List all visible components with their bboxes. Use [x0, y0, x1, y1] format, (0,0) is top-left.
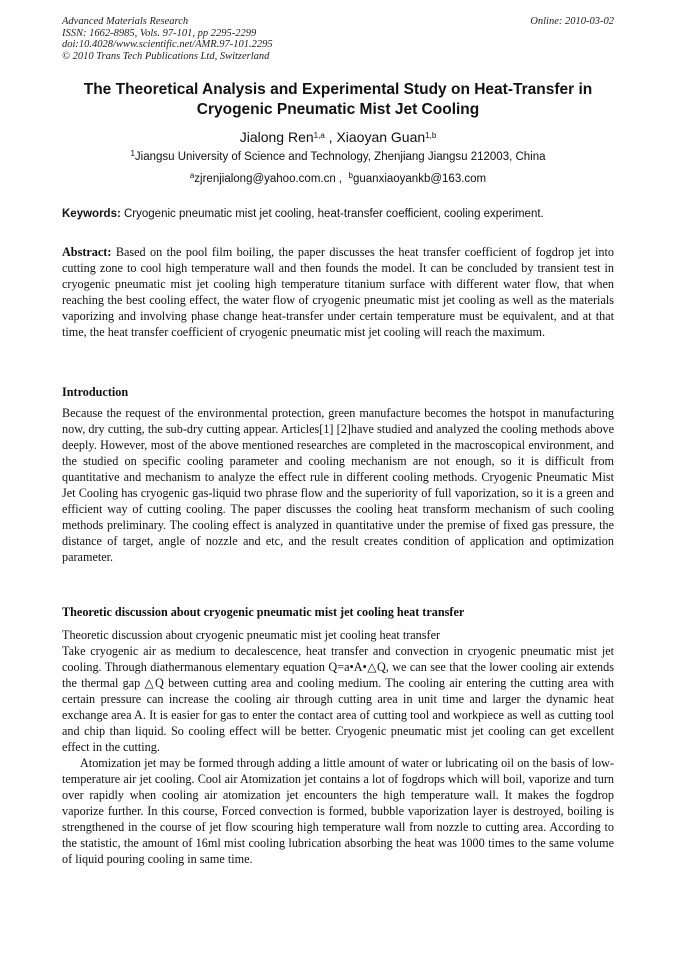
abstract-label: Abstract: — [62, 245, 112, 259]
affiliation — [62, 150, 614, 165]
theoretic-paragraph: Atomization jet may be formed through adding a little amount of water or lubricating oil on the basis of low-temperature air jet cooling. Cool air Atomization jet contains a lot of fogdrops which will boil, vaporize and turn over rapidly when cooling air atomization jet encounters the high temperature wall. It makes the fogdrop vaporize further. In this course, Forced convection is formed, bubble vaporization layer is destroyed, boiling is strengthened in the course of jet flow scouring high temperature wall from nozzle to cutting area. According to the statistic, the amount of 16ml mist cooling lubrication absorbing the heat was 1000 times to the same volume of liquid pouring cooling in same time. — [62, 756, 614, 866]
affiliation-text: Jiangsu University of Science and Technology, Zhenjiang Jiangsu 212003, China — [134, 151, 546, 163]
email-superscript: b — [348, 171, 353, 180]
journal-doi: doi:10.4028/www.scientific.net/AMR.97-101.2295 — [62, 39, 273, 50]
email-line — [62, 172, 614, 187]
email-address: zjrenjialong@yahoo.com.cn , — [194, 173, 343, 185]
author-name: Xiaoyan Guan — [336, 129, 426, 145]
online-date: Online: 2010-03-02 — [530, 16, 614, 27]
affiliation-superscript: 1 — [130, 149, 135, 158]
author-name: Jialong Ren — [239, 129, 314, 145]
keywords — [62, 207, 614, 222]
theoretic-paragraph: Take cryogenic air as medium to decalescence, heat transfer and convection in cryogenic pneumatic mist jet cooling. Through diathermanous elementary equation Q=a•A•△Q, we can see that the lower cooling air extends the thermal gap △Q between cutting area and cooling medium. The cooling air entering the cutting area with certain pressure can increase the cooling air through cutting area in unit time and larger the dynamic heat exchange area A. It is easier for gas to enter the contact area of cutting tool and workpiece as well as cutting tool and chip than liquid. So cooling effect will be better. Cryogenic pneumatic mist jet cooling can get excellent effect in the cutting. — [62, 644, 614, 754]
journal-header — [62, 16, 482, 62]
email-address: guanxiaoyankb@163.com — [352, 173, 487, 185]
keywords-label: Keywords: — [62, 208, 121, 220]
journal-copyright: © 2010 Trans Tech Publications Ltd, Switzerland — [62, 50, 270, 62]
abstract — [62, 244, 614, 340]
author-line — [62, 128, 614, 146]
journal-issn: ISSN: 1662-8985, Vols. 97-101, pp 2295-2299 — [62, 27, 257, 39]
section-heading-introduction: Introduction — [62, 385, 129, 399]
author-superscript: 1,b — [425, 131, 437, 140]
journal-name: Advanced Materials Research — [62, 16, 189, 27]
abstract-text: Based on the pool film boiling, the paper discusses the heat transfer coefficient of fogdrop jet into cutting zone to cool high temperature wall and then founds the model. It can be concluded by transient test in cryogenic pneumatic mist jet cooling high temperature titanium surface with different water flow, that when reaching the best cooling effect, the water flow of cryogenic pneumatic mist jet cooling as well as the materials vaporizing and involving phase change heat-transfer under certain temperature must be equivalent, and at that time, the heat transfer coefficient of cryogenic pneumatic mist jet cooling will reach the maximum. — [62, 245, 614, 339]
theoretic-section-body — [62, 627, 614, 867]
keywords-text: Cryogenic pneumatic mist jet cooling, heat-transfer coefficient, cooling experiment. — [120, 208, 544, 220]
author-superscript: 1,a — [313, 131, 325, 140]
author-separator: , — [324, 129, 337, 145]
email-superscript: a — [189, 171, 195, 180]
subsection-heading: Theoretic discussion about cryogenic pneumatic mist jet cooling heat transfer — [62, 628, 441, 642]
section-heading-theoretic: Theoretic discussion about cryogenic pneumatic mist jet cooling heat transfer — [62, 605, 465, 619]
introduction-paragraph: Because the request of the environmental protection, green manufacture becomes the hotspot in manufacturing now, dry cutting, the sub-dry cutting appear. Articles[1] [2]have studied and analyzed the cooling methods above deeply. However, most of the above mentioned researches are completed in the macroscopical environment, and the studied on specific cooling parameter and cooling mechanism are not enough, so it is difficult from quantitative and mechanism to analyze the effect rule in different cooling methods. Cryogenic Pneumatic Mist Jet Cooling has cryogenic gas-liquid two phrase flow and the superiority of full vaporization, so it is a green and efficient way of cutting cooling. The paper discusses the cooling heat transform mechanism of such cooling methods preliminary. The cooling effect is analyzed in quantitative under the premise of fixed gas pressure, the distance of target, angle of nozzle and etc, and the result creates condition of application and optimization parameter. — [62, 406, 614, 564]
paper-title: The Theoretical Analysis and Experimental Study on Heat-Transfer in Cryogenic Pneumatic Mist Jet Cooling — [83, 81, 593, 118]
